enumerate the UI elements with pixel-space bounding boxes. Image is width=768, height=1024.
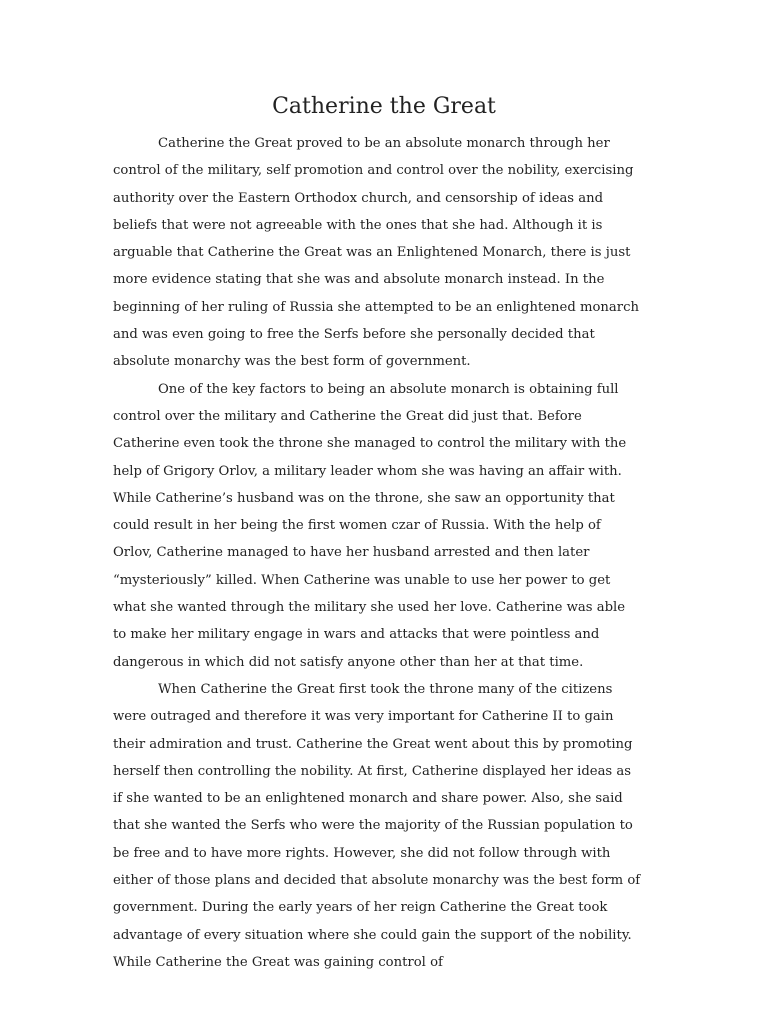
- paragraph-1: Catherine the Great proved to be an absolute monarch through her control of the military, self promotion and control over the nobility, exercising authority over the Eastern Orthodox church, and censorship of ideas and beliefs that were not agreeable with the ones that she had. Although it is arguable that Catherine the Great was an Enlightened Monarch, there is just more evidence stating that she was and absolute monarch instead. In the beginning of her ruling of Russia she attempted to be an enlightened monarch and was even going to free the Serfs before she personally decided that absolute monarchy was the best form of government.: [113, 136, 639, 370]
- paragraph-2: One of the key factors to being an absolute monarch is obtaining full control over the military and Catherine the Great did just that. Before Catherine even took the throne she managed to control the military with the help of Grigory Orlov, a military leader whom she was having an affair with. While Catherine’s husband was on the throne, she saw an opportunity that could result in her being the first women czar of Russia. With the help of Orlov, Catherine managed to have her husband arrested and then later “mysteriously” killed. When Catherine was unable to use her power to get what she wanted through the military she used her love. Catherine was able to make her military engage in wars and attacks that were pointless and dangerous in which did not satisfy anyone other than her at that time.: [113, 381, 627, 670]
- document-body: [113, 130, 641, 976]
- page-title: Catherine the Great: [272, 94, 496, 119]
- paragraph-3: When Catherine the Great first took the throne many of the citizens were outraged and therefore it was very important for Catherine II to gain their admiration and trust. Catherine the Great went about this by promoting herself then controlling the nobility. At first, Catherine displayed her ideas as if she wanted to be an enlightened monarch and share power. Also, she said that she wanted the Serfs who were the majority of the Russian population to be free and to have more rights. However, she did not follow through with either of those plans and decided that absolute monarchy was the best form of government. During the early years of her reign Catherine the Great took advantage of every situation where she could gain the support of the nobility. While Catherine the Great was gaining control of: [113, 681, 641, 970]
